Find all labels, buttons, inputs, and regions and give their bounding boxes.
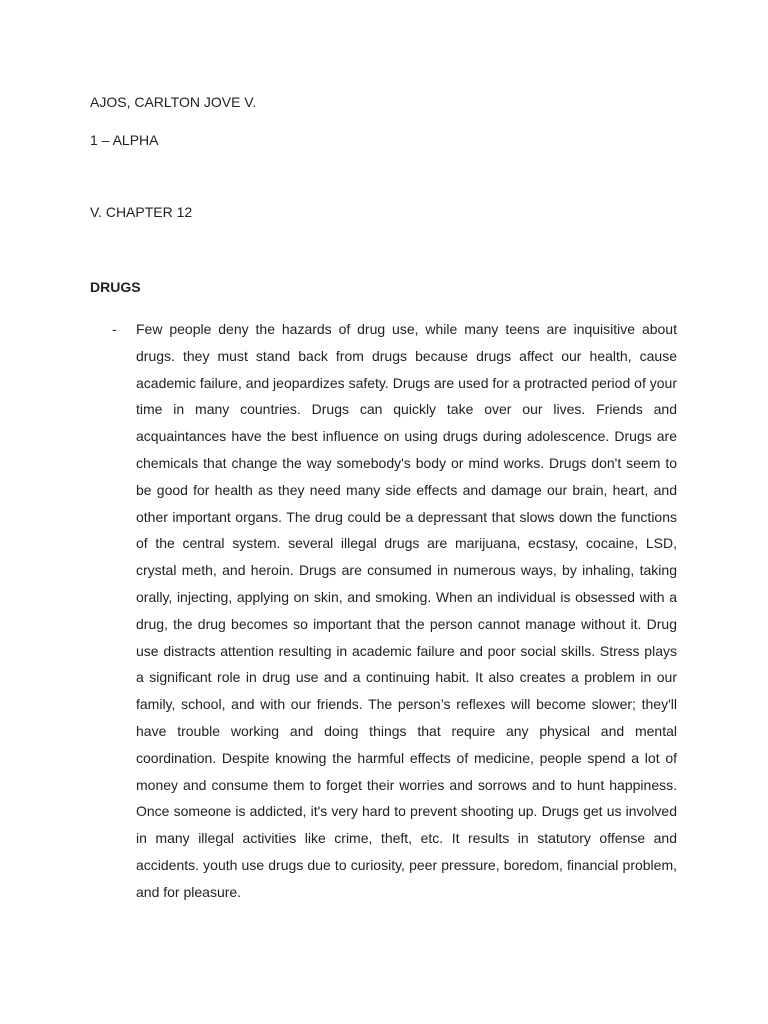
section-label: 1 – ALPHA: [90, 132, 159, 148]
bullet-marker: -: [112, 321, 117, 337]
body-paragraph: Few people deny the hazards of drug use, while many teens are inquisitive about drugs. they must stand back from drugs because drugs affect our health, cause academic failure, and jeopardizes safety. Drugs are used for a protracted period of your time in many countries. Drugs can quickly take over our lives. Friends and acquaintances have the best influence on using drugs during adolescence. Drugs are chemicals that change the way somebody's body or mind works. Drugs don't seem to be good for health as they need many side effects and damage our brain, heart, and other important organs. The drug could be a depressant that slows down the functions of the central system. several illegal drugs are marijuana, ecstasy, cocaine, LSD, crystal meth, and heroin. Drugs are consumed in numerous ways, by inhaling, taking orally, injecting, applying on skin, and smoking. When an individual is obsessed with a drug, the drug becomes so important that the person cannot manage without it. Drug use distracts attention resulting in academic failure and poor social skills. Stress plays a significant role in drug use and a continuing habit. It also creates a problem in our family, school, and with our friends. The person’s reflexes will become slower; they'll have trouble working and doing things that require any physical and mental coordination. Despite knowing the harmful effects of medicine, people spend a lot of money and consume them to forget their worries and sorrows and to hunt happiness. Once someone is addicted, it's very hard to prevent shooting up. Drugs get us involved in many illegal activities like crime, theft, etc. It results in statutory offense and accidents. youth use drugs due to curiosity, peer pressure, boredom, financial problem, and for pleasure.: [136, 321, 677, 900]
chapter-title: V. CHAPTER 12: [90, 204, 193, 220]
section-heading: DRUGS: [90, 279, 141, 295]
author-name: AJOS, CARLTON JOVE V.: [90, 94, 257, 110]
